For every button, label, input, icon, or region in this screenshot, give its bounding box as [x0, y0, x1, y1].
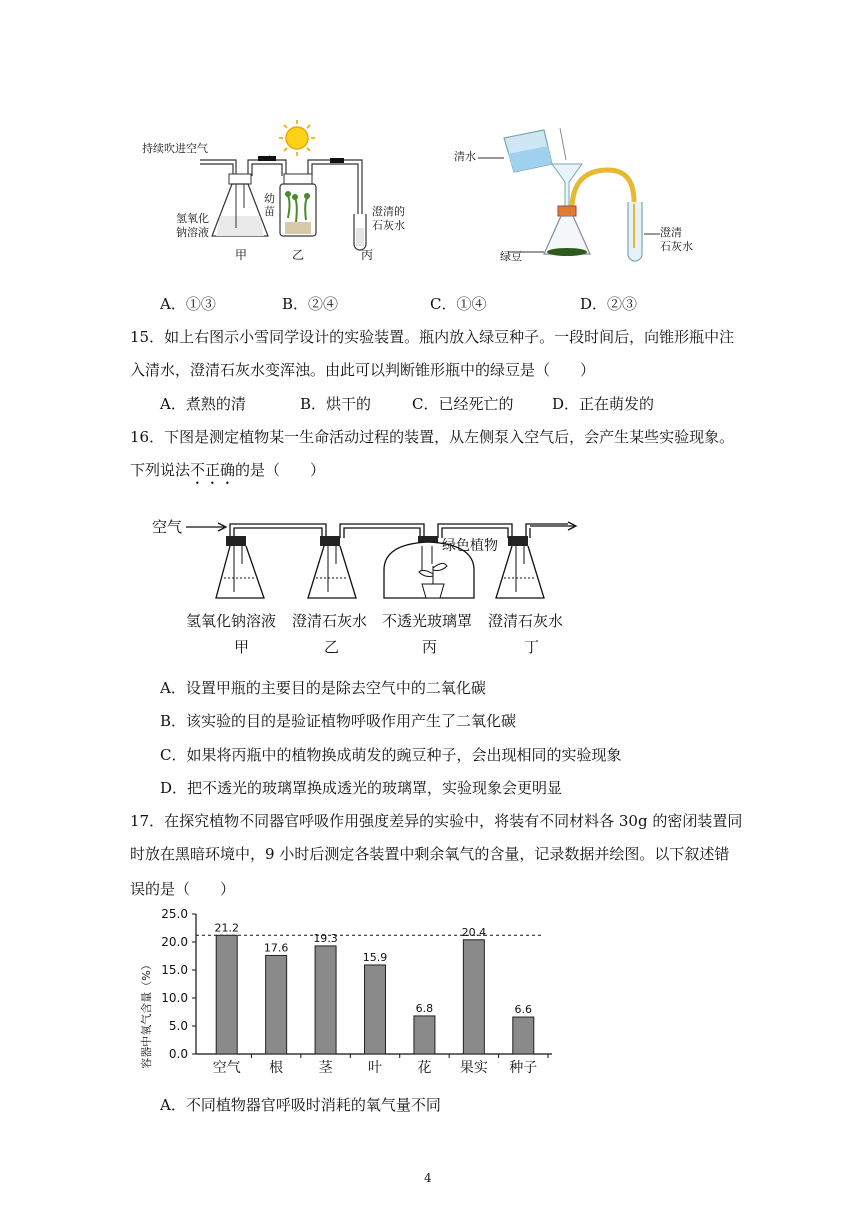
q17-stem-line3: 误的是（ ）: [130, 880, 236, 898]
q15-stem-line1: 15．如上右图示小雪同学设计的实验装置。瓶内放入绿豆种子。一段时间后，向锥形瓶中注: [130, 328, 735, 346]
naoh-label-2: 钠溶液: [176, 226, 209, 239]
bottle-letter-ding: 丁: [524, 638, 540, 656]
q14-option-c[interactable]: C．①④: [430, 295, 487, 313]
oxygen-bar-chart: [128, 904, 558, 1084]
bar-4: [414, 1016, 435, 1054]
q15-option-b[interactable]: B．烘干的: [300, 395, 372, 413]
air-inlet-label: 空气: [152, 518, 183, 536]
category-label: 叶: [368, 1060, 382, 1076]
bar-5: [463, 940, 484, 1054]
flask-naoh: [212, 174, 268, 236]
test-tube-limewater-2: [628, 202, 642, 261]
bottle-label-jia: 甲: [235, 248, 248, 262]
bar-3: [365, 965, 386, 1054]
bar-value-label: 6.6: [514, 1003, 533, 1017]
bar-value-label: 19.3: [313, 931, 338, 945]
limewater-label-r1: 澄清: [660, 226, 682, 239]
q14-option-b[interactable]: B．②④: [282, 295, 339, 313]
q17-stem-line2: 时放在黑暗环境中，9 小时后测定各装置中剩余氧气的含量，记录数据并绘图。以下叙述错: [130, 845, 730, 863]
flask-jia: [216, 536, 264, 598]
q14-option-d[interactable]: D．②③: [580, 295, 638, 313]
y-tick-label: 20.0: [161, 935, 188, 949]
category-label: 茎: [318, 1060, 333, 1076]
bottle-name-bing: 不透光玻璃罩: [382, 612, 473, 630]
q16-stem-emphasis: 不正确: [190, 461, 236, 479]
q16-apparatus-figure: [148, 514, 588, 664]
bottle-label-bing: 丙: [361, 248, 374, 262]
q14-option-a[interactable]: A．①③: [160, 295, 216, 313]
category-label: 根: [269, 1060, 284, 1076]
bottle-name-jia: 氢氧化钠溶液: [186, 612, 277, 630]
test-tube-limewater: [354, 214, 366, 250]
q15-option-d[interactable]: D．正在萌发的: [552, 395, 655, 413]
q16-option-c[interactable]: C．如果将丙瓶中的植物换成萌发的豌豆种子，会出现相同的实验现象: [160, 746, 622, 764]
category-label: 果实: [459, 1060, 488, 1076]
flask-ding: [496, 536, 544, 598]
flask-beans: [544, 206, 590, 256]
beaker-icon: [504, 130, 552, 172]
water-label: 清水: [454, 150, 476, 163]
y-tick-label: 15.0: [161, 963, 188, 977]
beans-label: 绿豆: [500, 250, 522, 263]
q17-stem-line1: 17．在探究植物不同器官呼吸作用强度差异的实验中，将装有不同材料各 30g 的密闭装置同: [130, 812, 743, 830]
q15-option-a[interactable]: A．煮熟的清: [160, 395, 246, 413]
bottle-name-yi: 澄清石灰水: [292, 612, 368, 630]
bar-1: [266, 955, 287, 1054]
green-plant-label: 绿色植物: [442, 538, 498, 554]
q16-stem-line2: [130, 459, 325, 488]
jar-seedling: [280, 174, 316, 236]
q15-stem-line2: 入清水，澄清石灰水变浑浊。由此可以判断锥形瓶中的绿豆是（ ）: [130, 361, 596, 379]
bar-0: [216, 935, 237, 1054]
q16-option-a[interactable]: A．设置甲瓶的主要目的是除去空气中的二氧化碳: [160, 679, 486, 697]
y-axis-label: 容器中氧气含量（%）: [140, 959, 153, 1069]
seedling-label-1: 幼: [264, 192, 275, 205]
q15-option-c[interactable]: C．已经死亡的: [412, 395, 514, 413]
bottle-letter-jia: 甲: [234, 638, 250, 656]
page-number: 4: [424, 1171, 432, 1185]
q16-stem-line1: 16．下图是测定植物某一生命活动过程的装置，从左侧泵入空气后，会产生某些实验现象。: [130, 428, 735, 446]
bottle-letter-bing: 丙: [422, 638, 438, 656]
bottle-letter-yi: 乙: [324, 638, 340, 656]
bottle-name-ding: 澄清石灰水: [488, 612, 564, 630]
q14-apparatus-figure: [140, 118, 430, 268]
q16-option-b[interactable]: B．该实验的目的是验证植物呼吸作用产生了二氧化碳: [160, 712, 517, 730]
flask-yi: [308, 536, 356, 598]
q16-stem-post: 的是（ ）: [235, 461, 326, 479]
bar-value-label: 6.8: [415, 1001, 434, 1015]
bar-value-label: 15.9: [362, 950, 388, 964]
y-tick-label: 25.0: [161, 907, 188, 921]
air-label: 持续吹进空气: [142, 142, 208, 155]
bar-2: [315, 946, 336, 1054]
category-label: 花: [417, 1060, 432, 1076]
q15-apparatus-figure: [448, 124, 708, 269]
bar-value-label: 17.6: [263, 941, 289, 955]
category-label: 空气: [212, 1060, 241, 1076]
category-label: 种子: [509, 1060, 538, 1076]
limewater-label-r2: 石灰水: [660, 240, 693, 253]
naoh-label-1: 氢氧化: [176, 212, 209, 225]
y-tick-label: 0.0: [168, 1047, 188, 1061]
q16-option-d[interactable]: D．把不透光的玻璃罩换成透光的玻璃罩，实验现象会更明显: [160, 779, 563, 797]
limewater-label-1: 澄清的: [372, 205, 405, 218]
seedling-label-2: 苗: [264, 205, 275, 218]
q16-stem-pre: 下列说法: [130, 461, 191, 479]
q17-option-a[interactable]: A．不同植物器官呼吸时消耗的氧气量不同: [160, 1096, 441, 1114]
bar-value-label: 21.2: [214, 921, 239, 935]
y-tick-label: 10.0: [161, 991, 188, 1005]
sun-icon: [279, 120, 315, 156]
y-tick-label: 5.0: [168, 1019, 188, 1033]
limewater-label-2: 石灰水: [372, 219, 405, 232]
bar-6: [513, 1017, 534, 1054]
bottle-label-yi: 乙: [292, 248, 305, 262]
bar-value-label: 20.4: [461, 925, 487, 939]
bell-jar-bing: [384, 536, 498, 598]
